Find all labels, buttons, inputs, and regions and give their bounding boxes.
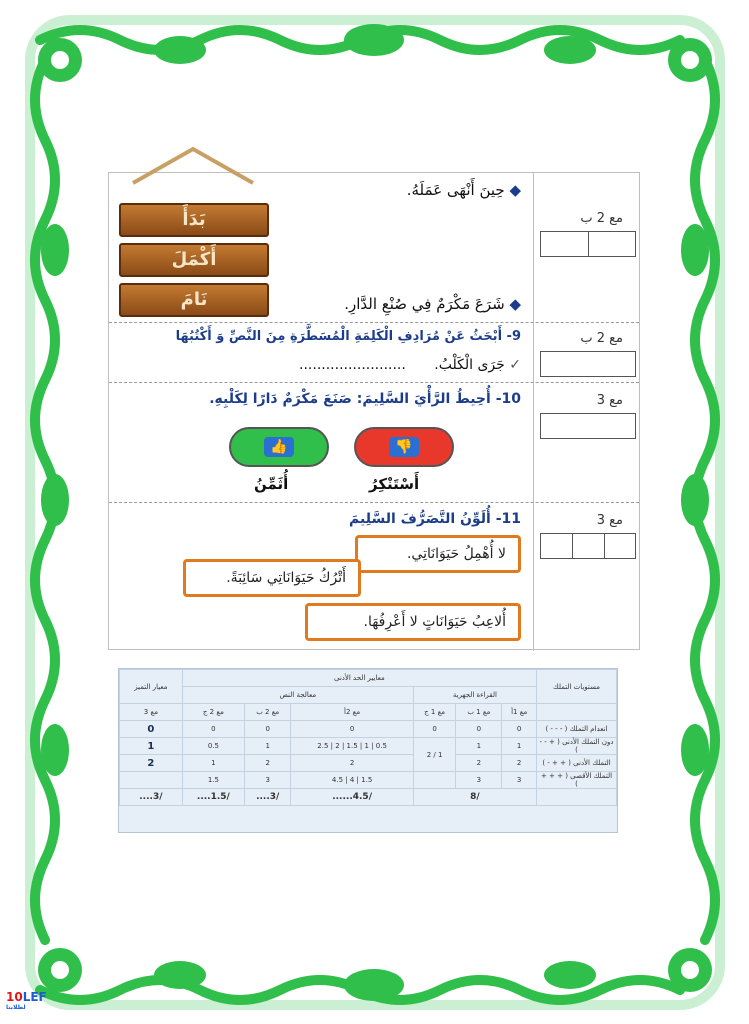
cell: 2 bbox=[502, 755, 537, 772]
cell: 1 bbox=[120, 738, 183, 755]
group-text: معالجة النص bbox=[182, 687, 413, 704]
answer-blank[interactable]: ........................ bbox=[299, 357, 406, 373]
sign-rope bbox=[113, 145, 273, 185]
cell: 1 / 2 bbox=[413, 738, 456, 772]
worksheet bbox=[108, 172, 640, 650]
cell: 1.5 bbox=[182, 772, 244, 789]
sign-word-1: بَدَأَ bbox=[119, 203, 269, 237]
cell: 0 bbox=[502, 721, 537, 738]
cell: 2 bbox=[120, 755, 183, 772]
behavior-option-2[interactable]: أَتْرُكُ حَيَوَانَاتِي سَائِبَةً. bbox=[183, 559, 361, 597]
cell bbox=[120, 772, 183, 789]
option-appreciate[interactable] bbox=[229, 427, 329, 467]
level-label: التملك الأدنى ( + + - ) bbox=[537, 755, 617, 772]
cell: 3 bbox=[245, 772, 291, 789]
cell: 0.5 | 1 | 1.5 | 2 | 2.5 bbox=[291, 738, 413, 755]
grade-label: مع 3 bbox=[596, 513, 623, 528]
total-cell: /3.... bbox=[245, 789, 291, 806]
option-left-label: أُثَمِّنُ bbox=[254, 475, 289, 493]
q9-title: 9- أَبْحَثُ عَنْ مُرَادِفِ الْكَلِمَةِ الْمُسَطَّرَةِ مِنَ النَّصِّ وَ أَكْتُبُهَا bbox=[175, 329, 521, 344]
grade-box[interactable] bbox=[540, 351, 636, 377]
cell: 0 bbox=[182, 721, 244, 738]
behavior-option-1[interactable]: لا أُهْمِلُ حَيَوَانَاتِي. bbox=[355, 535, 521, 573]
cell: 0 bbox=[456, 721, 502, 738]
cell: 1.5 | 4 | 4.5 bbox=[291, 772, 413, 789]
question-11 bbox=[109, 503, 639, 651]
cell: 0.5 bbox=[182, 738, 244, 755]
behavior-option-3[interactable]: أُلاعِبُ حَيَوَانَاتٍ لا أَعْرِفُهَا. bbox=[305, 603, 521, 641]
total-cell: /1.5.... bbox=[182, 789, 244, 806]
cell: 0 bbox=[245, 721, 291, 738]
grade-cell bbox=[533, 503, 639, 651]
sentence-1-text: حِينَ أَنْهَى عَمَلَهُ. bbox=[406, 181, 505, 199]
thumb-up-icon: 👍 bbox=[264, 437, 294, 457]
cell: 0 bbox=[413, 721, 456, 738]
level-label: انعدام التملك ( - - - ) bbox=[537, 721, 617, 738]
q11-title: 11- أُلَوِّنُ التَّصَرُّفَ السَّلِيمَ bbox=[349, 511, 521, 527]
sentence-2-text: شَرَعَ مَكْرَمٌ فِي صُنْعِ الدَّارِ. bbox=[344, 295, 505, 313]
grade-box[interactable] bbox=[540, 413, 636, 439]
logo-small-text: لطلابنا bbox=[6, 1004, 26, 1011]
col-header: مع 1 ج bbox=[413, 704, 456, 721]
table-row bbox=[120, 721, 617, 738]
grade-label: مع 2 ب bbox=[580, 331, 623, 346]
grade-cell bbox=[533, 173, 639, 322]
q10-title: 10- أُحِيطُ الرَّأْيَ السَّلِيمَ: صَنَعَ مَكْرَمٌ دَارًا لِكَلْبِهِ. bbox=[209, 391, 521, 407]
cell: 2 bbox=[291, 755, 413, 772]
grade-label: مع 3 bbox=[596, 393, 623, 408]
cell bbox=[413, 772, 456, 789]
grade-boxes[interactable] bbox=[540, 533, 636, 559]
thumb-down-icon: 👎 bbox=[389, 437, 419, 457]
cell: 1 bbox=[456, 738, 502, 755]
cell: 3 bbox=[456, 772, 502, 789]
totals-row bbox=[120, 789, 617, 806]
levels-header: مستويات التملك bbox=[537, 670, 617, 704]
sign-word-3: نَامَ bbox=[119, 283, 269, 317]
sentence-1: ◆ حِينَ أَنْهَى عَمَلَهُ. bbox=[406, 181, 521, 199]
table-row bbox=[120, 772, 617, 789]
grade-boxes[interactable] bbox=[540, 231, 636, 257]
q9-item-text: جَرَى الْكَلْبُ. bbox=[434, 357, 505, 373]
col-header: مع 2 ب bbox=[245, 704, 291, 721]
level-label: التملك الأقصى ( + + + ) bbox=[537, 772, 617, 789]
site-logo bbox=[6, 990, 47, 1011]
header-min: معايير الحد الأدنى bbox=[182, 670, 536, 687]
sign-word-2: أَكْمَلَ bbox=[119, 243, 269, 277]
cell: 2 bbox=[245, 755, 291, 772]
section-top bbox=[109, 173, 639, 323]
header-excellence: معيار التميز bbox=[120, 670, 183, 704]
question-9 bbox=[109, 323, 639, 383]
cell: 0 bbox=[120, 721, 183, 738]
grade-cell bbox=[533, 383, 639, 502]
question-10 bbox=[109, 383, 639, 503]
level-label: دون التملك الأدنى ( + - - ) bbox=[537, 738, 617, 755]
cell: 1 bbox=[502, 738, 537, 755]
col-header: مع 1 ب bbox=[456, 704, 502, 721]
col-header: مع 1أ bbox=[502, 704, 537, 721]
criteria-table bbox=[118, 668, 618, 833]
logo-text: LEF bbox=[22, 990, 47, 1004]
cell: 3 bbox=[502, 772, 537, 789]
table-row bbox=[120, 738, 617, 755]
cell: 1 bbox=[182, 755, 244, 772]
col-header: مع 3 bbox=[120, 704, 183, 721]
option-right-label: أَسْتَنْكِرُ bbox=[369, 475, 420, 493]
sentence-2: ◆ شَرَعَ مَكْرَمٌ فِي صُنْعِ الدَّارِ. bbox=[344, 295, 521, 313]
total-cell: /8 bbox=[413, 789, 536, 806]
logo-number: 10 bbox=[6, 990, 23, 1004]
cell: 0 bbox=[291, 721, 413, 738]
group-reading: القراءة الجهرية bbox=[413, 687, 536, 704]
total-cell: /3.... bbox=[120, 789, 183, 806]
cell: 1 bbox=[245, 738, 291, 755]
grade-cell bbox=[533, 323, 639, 382]
cell: 2 bbox=[456, 755, 502, 772]
q9-item: ✓ جَرَى الْكَلْبُ. ........................ bbox=[299, 357, 521, 373]
col-header: مع 2 ج bbox=[182, 704, 244, 721]
wooden-sign bbox=[113, 173, 273, 323]
table-row bbox=[120, 755, 617, 772]
col-header: مع 2أ bbox=[291, 704, 413, 721]
total-cell: /4.5...... bbox=[291, 789, 413, 806]
option-condemn[interactable] bbox=[354, 427, 454, 467]
grade-label: مع 2 ب bbox=[580, 211, 623, 226]
